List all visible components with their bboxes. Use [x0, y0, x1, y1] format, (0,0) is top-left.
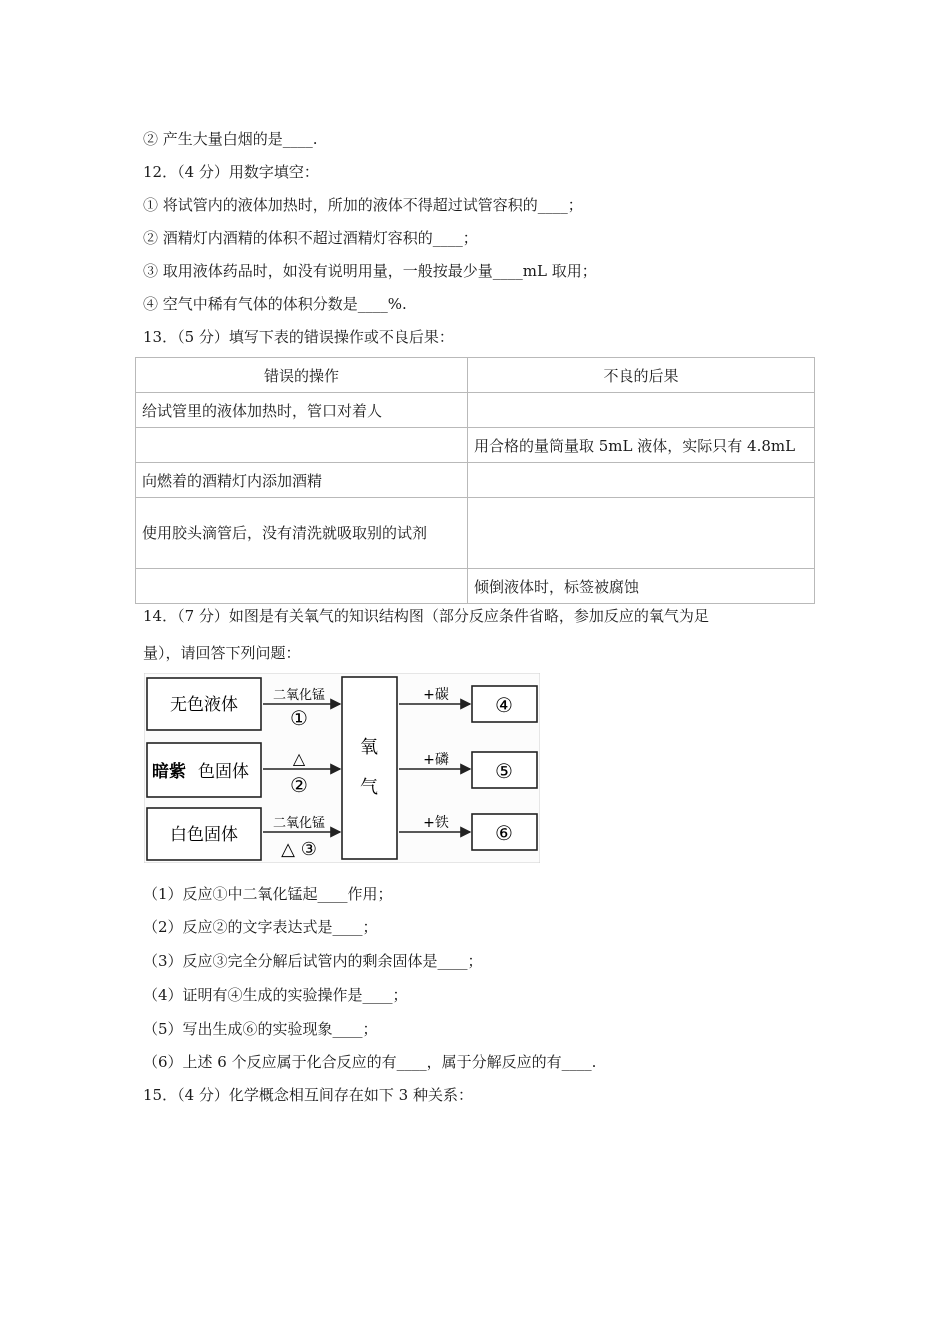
- label-color-solid: 色固体: [198, 762, 249, 782]
- q12-item-4: ④ 空气中稀有气体的体积分数是____%.: [143, 295, 407, 313]
- table-cell: [468, 463, 815, 498]
- q14-sub-4: （4）证明有④生成的实验操作是____；: [143, 986, 408, 1004]
- table-header-row: [136, 358, 815, 393]
- table-cell: [136, 569, 468, 604]
- oxygen-char-1: 氧: [360, 737, 378, 758]
- table-row: [136, 498, 815, 569]
- label-plus-carbon: +碳: [423, 687, 449, 703]
- q12-item-2: ② 酒精灯内酒精的体积不超过酒精灯容积的____；: [143, 229, 478, 247]
- oxygen-char-2: 气: [360, 777, 378, 798]
- arrow-1-condition: 二氧化锰: [272, 688, 326, 703]
- q14-heading-line2: 量），请回答下列问题：: [143, 644, 301, 662]
- table-row: [136, 393, 815, 428]
- line-q11-2: ② 产生大量白烟的是____.: [143, 130, 318, 148]
- table-cell: 向燃着的酒精灯内添加酒精: [136, 463, 468, 498]
- table-cell: 使用胶头滴管后，没有清洗就吸取别的试剂: [136, 498, 468, 569]
- table-cell: [468, 393, 815, 428]
- table-cell: [136, 428, 468, 463]
- table-row: [136, 428, 815, 463]
- arrow-3-number: △ ③: [281, 839, 317, 860]
- q14-sub-6: （6）上述 6 个反应属于化合反应的有____，属于分解反应的有____.: [143, 1053, 597, 1071]
- label-white-solid: 白色固体: [170, 825, 238, 845]
- product-4: ④: [495, 693, 513, 717]
- arrow-2-condition: △: [292, 749, 306, 768]
- arrow-1-number: ①: [290, 706, 308, 730]
- label-dark-purple: 暗紫: [152, 762, 186, 782]
- q15-heading: 15．（4 分）化学概念相互间存在如下 3 种关系：: [143, 1086, 473, 1104]
- product-6: ⑥: [495, 821, 513, 845]
- q14-sub-1: （1）反应①中二氧化锰起____作用；: [143, 885, 393, 903]
- arrow-2-number: ②: [290, 773, 308, 797]
- box-oxygen: [342, 677, 397, 859]
- label-plus-phosphorus: +磷: [423, 752, 449, 768]
- arrow-3-condition: 二氧化锰: [272, 816, 326, 831]
- diagram-svg: [144, 673, 540, 863]
- table-row: [136, 463, 815, 498]
- label-plus-iron: +铁: [423, 815, 449, 831]
- q14-sub-2: （2）反应②的文字表达式是____；: [143, 918, 378, 936]
- table-header-cell: 错误的操作: [136, 358, 468, 393]
- table-cell: [468, 498, 815, 569]
- table-cell: 给试管里的液体加热时，管口对着人: [136, 393, 468, 428]
- q14-sub-3: （3）反应③完全分解后试管内的剩余固体是____；: [143, 952, 483, 970]
- q12-heading: 12．（4 分）用数字填空：: [143, 163, 319, 181]
- table-cell: 用合格的量筒量取 5mL 液体，实际只有 4.8mL: [468, 428, 815, 463]
- table-row: [136, 569, 815, 604]
- error-table: [135, 357, 815, 604]
- label-colorless-liquid: 无色液体: [170, 695, 238, 715]
- table-cell: 倾倒液体时，标签被腐蚀: [468, 569, 815, 604]
- q12-item-3: ③ 取用液体药品时，如没有说明用量，一般按最少量____mL 取用；: [143, 262, 597, 280]
- product-5: ⑤: [495, 759, 513, 783]
- oxygen-knowledge-diagram: [144, 673, 540, 863]
- q14-sub-5: （5）写出生成⑥的实验现象____；: [143, 1020, 378, 1038]
- table-header-cell: 不良的后果: [468, 358, 815, 393]
- q13-heading: 13．（5 分）填写下表的错误操作或不良后果：: [143, 328, 454, 346]
- q14-heading-line1: 14．（7 分）如图是有关氧气的知识结构图（部分反应条件省略，参加反应的氧气为足: [143, 607, 709, 625]
- q12-item-1: ① 将试管内的液体加热时，所加的液体不得超过试管容积的____；: [143, 196, 583, 214]
